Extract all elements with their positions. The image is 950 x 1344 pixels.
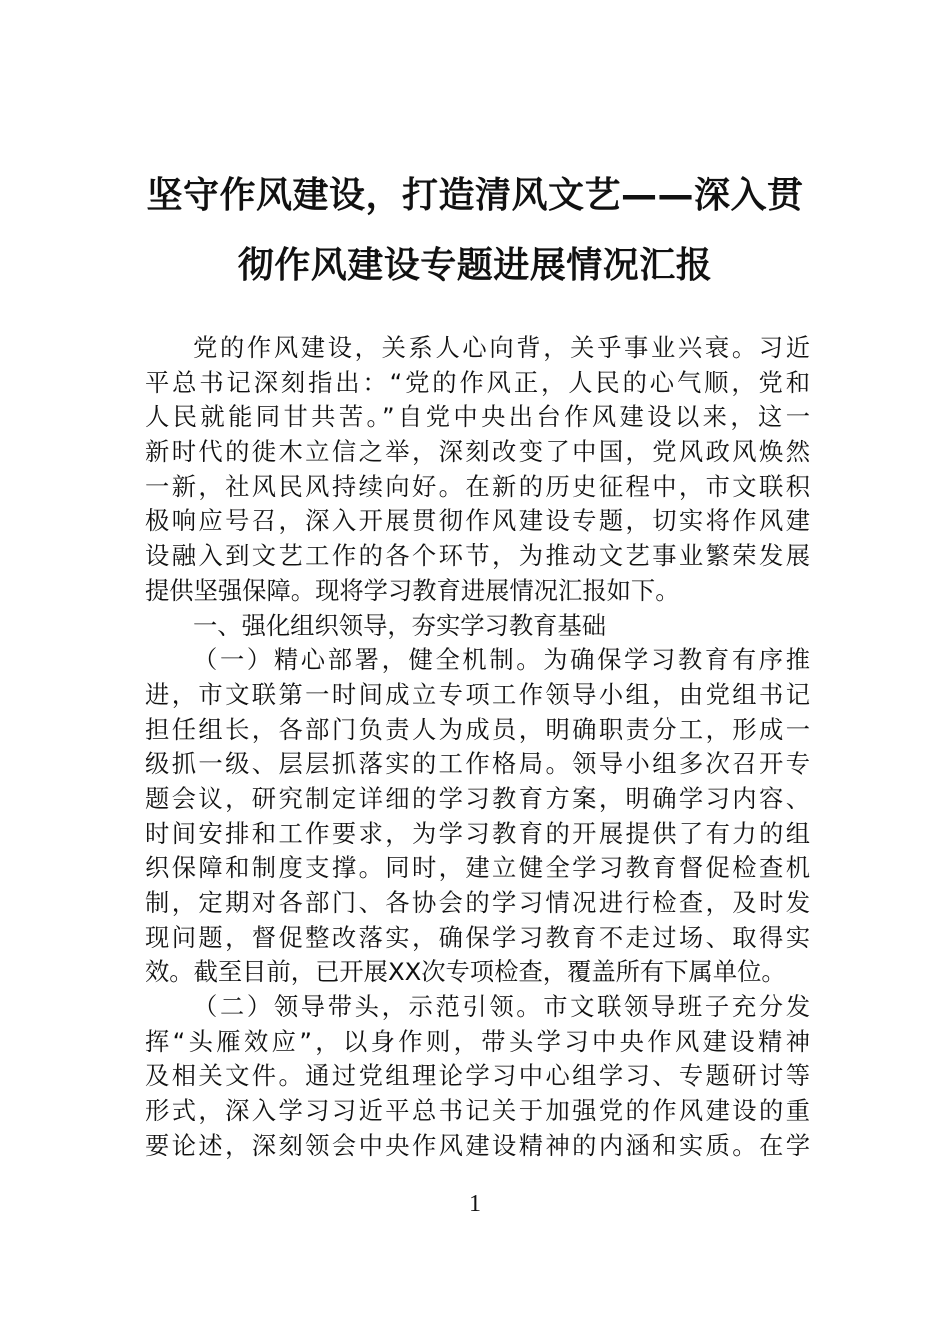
body-line: 效。截至目前，已开展XX次专项检查，覆盖所有下属单位。	[145, 957, 786, 987]
section-heading: 一、强化组织领导，夯实学习教育基础	[193, 610, 607, 640]
body-line: 形式，深入学习习近平总书记关于加强党的作风建设的重	[145, 1096, 810, 1126]
body-line: 进，市文联第一时间成立专项工作领导小组，由党组书记	[145, 679, 810, 709]
body-line: 织保障和制度支撑。同时，建立健全学习教育督促检查机	[145, 853, 810, 883]
body-line: 新时代的徙木立信之举，深刻改变了中国，党风政风焕然	[145, 437, 810, 467]
body-line: 担任组长，各部门负责人为成员，明确职责分工，形成一	[145, 714, 810, 744]
body-line: 人民就能同甘共苦。”自党中央出台作风建设以来，这一	[145, 402, 810, 432]
body-line: （二）领导带头，示范引领。市文联领导班子充分发	[193, 992, 810, 1022]
body-line: 一新，社风民风持续向好。在新的历史征程中，市文联积	[145, 471, 810, 501]
body-line: 挥“头雁效应”，以身作则，带头学习中央作风建设精神	[145, 1026, 810, 1056]
body-line: 极响应号召，深入开展贯彻作风建设专题，切实将作风建	[145, 506, 810, 536]
body-line: 及相关文件。通过党组理论学习中心组学习、专题研讨等	[145, 1061, 810, 1091]
body-line: 现问题，督促整改落实，确保学习教育不走过场、取得实	[145, 922, 810, 952]
body-line: 级抓一级、层层抓落实的工作格局。领导小组多次召开专	[145, 749, 810, 779]
body-line: 时间安排和工作要求，为学习教育的开展提供了有力的组	[145, 818, 810, 848]
document-title-line-1: 坚守作风建设，打造清风文艺——深入贯	[146, 175, 804, 216]
body-line: 设融入到文艺工作的各个环节，为推动文艺事业繁荣发展	[145, 541, 810, 571]
document-body	[145, 331, 810, 1164]
body-line: 要论述，深刻领会中央作风建设精神的内涵和实质。在学	[145, 1130, 810, 1160]
body-line: 制，定期对各部门、各协会的学习情况进行检查，及时发	[145, 888, 810, 917]
body-line: 题会议，研究制定详细的学习教育方案，明确学习内容、	[145, 783, 810, 813]
document-title-line-2: 彻作风建设专题进展情况汇报	[237, 245, 713, 286]
body-line: 平总书记深刻指出：“党的作风正，人民的心气顺，党和	[145, 367, 810, 397]
body-line: （一）精心部署，健全机制。为确保学习教育有序推	[193, 645, 810, 675]
body-line: 党的作风建设，关系人心向背，关乎事业兴衰。习近	[193, 333, 810, 362]
page-number: 1	[469, 1191, 481, 1217]
body-line: 提供坚强保障。现将学习教育进展情况汇报如下。	[145, 575, 680, 605]
